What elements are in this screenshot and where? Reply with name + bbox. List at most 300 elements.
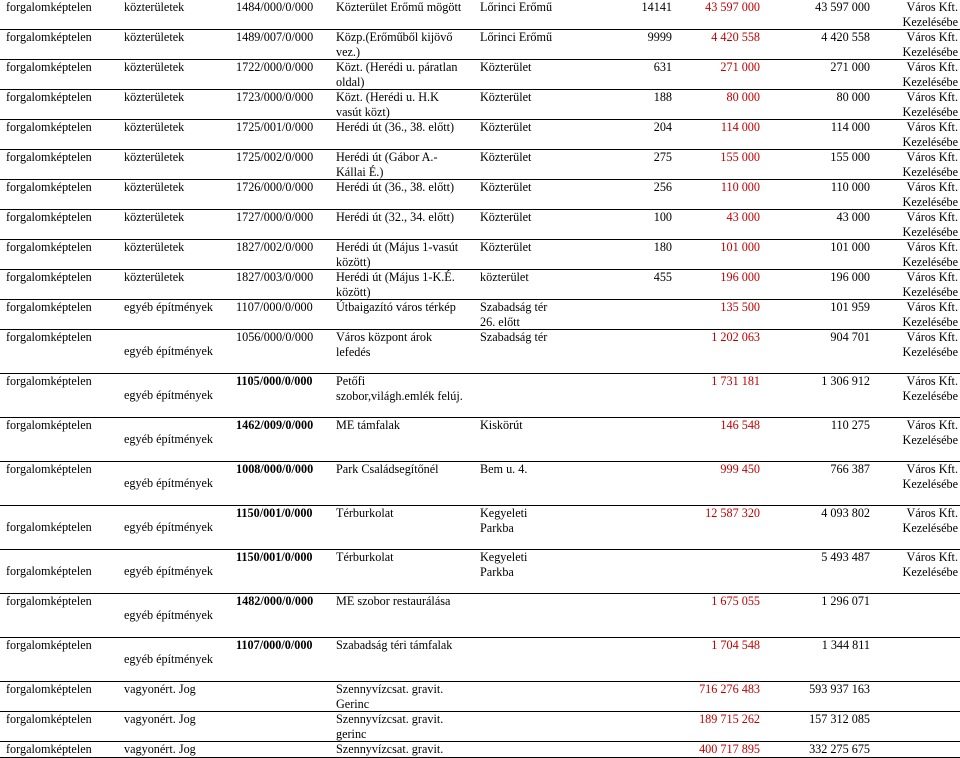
location-cell (474, 150, 570, 180)
description-line-2: Kállai É.) (336, 164, 384, 179)
type-cell: vagyonért. Jog (118, 712, 230, 742)
manager-cell (872, 638, 960, 682)
manager-line-1: Város Kft. (906, 506, 958, 520)
description-line-1: Herédi út (Gábor A.- (336, 150, 438, 164)
location-line-1: Lőrinci Erőmű (480, 0, 553, 14)
type-cell: egyéb építmények (118, 638, 230, 682)
category-cell: forgalomképtelen (0, 270, 118, 300)
category-cell: forgalomképtelen (0, 210, 118, 240)
gross-value-cell: 196 000 (674, 270, 762, 300)
type-cell: közterületek (118, 240, 230, 270)
manager-line-2: Kezelésébe (902, 564, 958, 579)
description-line-2: lefedés (336, 344, 371, 359)
table-row (0, 240, 960, 270)
manager-cell (872, 550, 960, 594)
location-line-1: Közterület (480, 180, 532, 194)
description-cell (330, 240, 474, 270)
type-cell: közterületek (118, 60, 230, 90)
net-value-cell: 904 701 (762, 330, 872, 374)
table-row (0, 150, 960, 180)
description-cell (330, 594, 474, 638)
manager-line-1: Város Kft. (906, 270, 958, 284)
net-value-cell: 5 493 487 (762, 550, 872, 594)
category-cell: forgalomképtelen (0, 638, 118, 682)
location-line-2: Parkba (480, 564, 514, 579)
net-value-cell: 43 597 000 (762, 0, 872, 30)
type-cell: közterületek (118, 270, 230, 300)
manager-line-1: Város Kft. (906, 240, 958, 254)
table-row (0, 270, 960, 300)
parcel-number-cell: 1827/003/0/000 (230, 270, 330, 300)
description-cell (330, 300, 474, 330)
location-line-1: Közterület (480, 90, 532, 104)
location-cell (474, 270, 570, 300)
description-cell (330, 270, 474, 300)
location-cell (474, 300, 570, 330)
net-value-cell: 196 000 (762, 270, 872, 300)
area-cell (570, 712, 674, 742)
description-line-2: oldal) (336, 74, 365, 89)
manager-line-1: Város Kft. (906, 60, 958, 74)
manager-line-1: Város Kft. (906, 374, 958, 388)
area-cell: 9999 (570, 30, 674, 60)
parcel-number-cell: 1726/000/0/000 (230, 180, 330, 210)
gross-value-cell: 12 587 320 (674, 506, 762, 550)
location-line-1: közterület (480, 270, 529, 284)
parcel-number-cell: 1725/002/0/000 (230, 150, 330, 180)
location-cell (474, 550, 570, 594)
manager-line-1: Város Kft. (906, 330, 958, 344)
description-line-2: szobor,világh.emlék felúj. (336, 388, 463, 403)
area-cell (570, 682, 674, 712)
location-line-2: 26. előtt (480, 314, 520, 329)
area-cell (570, 300, 674, 330)
location-cell (474, 506, 570, 550)
location-cell (474, 60, 570, 90)
gross-value-cell: 43 597 000 (674, 0, 762, 30)
area-cell: 100 (570, 210, 674, 240)
manager-cell (872, 120, 960, 150)
parcel-number-cell: 1105/000/0/000 (230, 374, 330, 418)
description-line-1: Szennyvízcsat. gravit. (336, 742, 444, 756)
area-cell (570, 462, 674, 506)
manager-cell (872, 180, 960, 210)
manager-line-2: Kezelésébe (902, 194, 958, 209)
net-value-cell: 101 000 (762, 240, 872, 270)
location-line-1: Kiskörút (480, 418, 523, 432)
manager-cell (872, 712, 960, 742)
area-cell (570, 594, 674, 638)
location-line-1: Kegyeleti (480, 506, 528, 520)
table-row (0, 682, 960, 712)
gross-value-cell: 101 000 (674, 240, 762, 270)
description-cell (330, 550, 474, 594)
area-cell: 275 (570, 150, 674, 180)
area-cell: 14141 (570, 0, 674, 30)
manager-line-2: Kezelésébe (902, 388, 958, 403)
net-value-cell: 114 000 (762, 120, 872, 150)
type-cell: egyéb építmények (118, 374, 230, 418)
description-cell (330, 60, 474, 90)
net-value-cell: 332 275 675 (762, 742, 872, 758)
description-cell (330, 30, 474, 60)
location-cell (474, 462, 570, 506)
manager-cell (872, 150, 960, 180)
category-cell: forgalomképtelen (0, 550, 118, 594)
manager-cell (872, 210, 960, 240)
table-row (0, 330, 960, 374)
location-line-1: Szabadság tér (480, 330, 548, 344)
gross-value-cell: 1 675 055 (674, 594, 762, 638)
area-cell (570, 330, 674, 374)
description-line-1: Herédi út (36., 38. előtt) (336, 180, 455, 194)
location-cell (474, 90, 570, 120)
description-line-1: ME támfalak (336, 418, 400, 432)
location-line-1: Közterület (480, 60, 532, 74)
description-cell (330, 638, 474, 682)
area-cell (570, 742, 674, 758)
location-cell (474, 330, 570, 374)
manager-line-2: Kezelésébe (902, 224, 958, 239)
area-cell: 180 (570, 240, 674, 270)
table-row (0, 638, 960, 682)
location-line-1: Bem u. 4. (480, 462, 528, 476)
net-value-cell: 1 306 912 (762, 374, 872, 418)
description-line-1: Herédi út (36., 38. előtt) (336, 120, 455, 134)
type-cell: egyéb építmények (118, 300, 230, 330)
type-cell: közterületek (118, 150, 230, 180)
gross-value-cell: 189 715 262 (674, 712, 762, 742)
description-cell (330, 210, 474, 240)
table-row (0, 550, 960, 594)
manager-line-2: Kezelésébe (902, 314, 958, 329)
table-row (0, 60, 960, 90)
gross-value-cell: 43 000 (674, 210, 762, 240)
gross-value-cell: 400 717 895 (674, 742, 762, 758)
description-cell (330, 682, 474, 712)
area-cell (570, 506, 674, 550)
location-cell (474, 210, 570, 240)
description-cell (330, 374, 474, 418)
location-cell (474, 0, 570, 30)
location-line-1: Közterület (480, 240, 532, 254)
manager-line-1: Város Kft. (906, 210, 958, 224)
net-value-cell: 43 000 (762, 210, 872, 240)
parcel-number-cell: 1727/000/0/000 (230, 210, 330, 240)
category-cell: forgalomképtelen (0, 330, 118, 374)
parcel-number-cell: 1725/001/0/000 (230, 120, 330, 150)
manager-line-1: Város Kft. (906, 120, 958, 134)
manager-line-2: Kezelésébe (902, 104, 958, 119)
gross-value-cell: 1 202 063 (674, 330, 762, 374)
manager-cell (872, 594, 960, 638)
description-line-1: Herédi út (Május 1-vasút (336, 240, 459, 254)
gross-value-cell: 4 420 558 (674, 30, 762, 60)
table-row (0, 180, 960, 210)
location-cell (474, 180, 570, 210)
gross-value-cell: 114 000 (674, 120, 762, 150)
manager-cell (872, 90, 960, 120)
area-cell (570, 550, 674, 594)
location-cell (474, 594, 570, 638)
description-line-1: Herédi út (32., 34. előtt) (336, 210, 455, 224)
parcel-number-cell: 1107/000/0/000 (230, 638, 330, 682)
description-cell (330, 712, 474, 742)
table-row (0, 30, 960, 60)
description-line-1: Térburkolat (336, 506, 394, 520)
description-line-2: között) (336, 254, 371, 269)
manager-line-2: Kezelésébe (902, 432, 958, 447)
manager-cell (872, 682, 960, 712)
manager-cell (872, 270, 960, 300)
manager-line-1: Város Kft. (906, 462, 958, 476)
manager-cell (872, 374, 960, 418)
table-row (0, 462, 960, 506)
description-line-1: Útbaigazító város térkép (336, 300, 456, 314)
table-row (0, 418, 960, 462)
manager-cell (872, 418, 960, 462)
description-line-1: Park Családsegítőnél (336, 462, 439, 476)
manager-line-1: Város Kft. (906, 300, 958, 314)
manager-cell (872, 30, 960, 60)
manager-line-2: Kezelésébe (902, 284, 958, 299)
net-value-cell: 110 275 (762, 418, 872, 462)
area-cell: 256 (570, 180, 674, 210)
description-line-1: Térburkolat (336, 550, 394, 564)
location-cell (474, 712, 570, 742)
table-row (0, 374, 960, 418)
parcel-number-cell (230, 712, 330, 742)
type-cell: közterületek (118, 0, 230, 30)
category-cell: forgalomképtelen (0, 594, 118, 638)
location-line-1: Közterület (480, 210, 532, 224)
manager-line-2: Kezelésébe (902, 344, 958, 359)
gross-value-cell: 80 000 (674, 90, 762, 120)
location-line-1: Szabadság tér (480, 300, 548, 314)
description-line-1: Közp.(Erőműből kijövő (336, 30, 453, 44)
net-value-cell: 593 937 163 (762, 682, 872, 712)
manager-line-2: Kezelésébe (902, 254, 958, 269)
area-cell: 631 (570, 60, 674, 90)
type-cell: egyéb építmények (118, 418, 230, 462)
gross-value-cell: 135 500 (674, 300, 762, 330)
net-value-cell: 155 000 (762, 150, 872, 180)
category-cell: forgalomképtelen (0, 60, 118, 90)
description-line-1: Szennyvízcsat. gravit. (336, 682, 444, 696)
manager-cell (872, 300, 960, 330)
type-cell: vagyonért. Jog (118, 742, 230, 758)
table-row (0, 300, 960, 330)
category-cell: forgalomképtelen (0, 506, 118, 550)
type-cell: közterületek (118, 90, 230, 120)
gross-value-cell: 146 548 (674, 418, 762, 462)
manager-cell (872, 240, 960, 270)
description-line-1: Szennyvízcsat. gravit. (336, 712, 444, 726)
type-cell: közterületek (118, 210, 230, 240)
category-cell: forgalomképtelen (0, 180, 118, 210)
parcel-number-cell: 1150/001/0/000 (230, 550, 330, 594)
net-value-cell: 157 312 085 (762, 712, 872, 742)
type-cell: közterületek (118, 120, 230, 150)
area-cell: 204 (570, 120, 674, 150)
location-line-1: Közterület (480, 120, 532, 134)
manager-line-2: Kezelésébe (902, 476, 958, 491)
table-row (0, 0, 960, 30)
net-value-cell: 271 000 (762, 60, 872, 90)
table-row (0, 90, 960, 120)
description-line-1: Közterület Erőmű mögött (336, 0, 462, 14)
description-line-2: Gerinc (336, 696, 370, 711)
description-line-2: vasút közt) (336, 104, 390, 119)
parcel-number-cell (230, 742, 330, 758)
gross-value-cell: 716 276 483 (674, 682, 762, 712)
category-cell: forgalomképtelen (0, 462, 118, 506)
category-cell: forgalomképtelen (0, 0, 118, 30)
description-line-1: Város központ árok (336, 330, 433, 344)
parcel-number-cell: 1482/000/0/000 (230, 594, 330, 638)
location-line-2: Parkba (480, 520, 514, 535)
manager-line-1: Város Kft. (906, 180, 958, 194)
description-cell (330, 330, 474, 374)
description-cell (330, 506, 474, 550)
parcel-number-cell: 1723/000/0/000 (230, 90, 330, 120)
area-cell: 455 (570, 270, 674, 300)
category-cell: forgalomképtelen (0, 240, 118, 270)
parcel-number-cell: 1462/009/0/000 (230, 418, 330, 462)
location-line-1: Kegyeleti (480, 550, 528, 564)
type-cell: egyéb építmények (118, 330, 230, 374)
description-cell (330, 742, 474, 758)
manager-line-1: Város Kft. (906, 418, 958, 432)
location-cell (474, 30, 570, 60)
category-cell: forgalomképtelen (0, 374, 118, 418)
category-cell: forgalomképtelen (0, 30, 118, 60)
location-cell (474, 418, 570, 462)
net-value-cell: 110 000 (762, 180, 872, 210)
category-cell: forgalomképtelen (0, 712, 118, 742)
description-cell (330, 180, 474, 210)
description-line-1: ME szobor restaurálása (336, 594, 451, 608)
parcel-number-cell: 1827/002/0/000 (230, 240, 330, 270)
category-cell: forgalomképtelen (0, 120, 118, 150)
parcel-number-cell: 1722/000/0/000 (230, 60, 330, 90)
description-cell (330, 418, 474, 462)
net-value-cell: 1 344 811 (762, 638, 872, 682)
manager-line-2: Kezelésébe (902, 44, 958, 59)
table-row (0, 506, 960, 550)
location-cell (474, 742, 570, 758)
manager-line-2: Kezelésébe (902, 134, 958, 149)
parcel-number-cell: 1056/000/0/000 (230, 330, 330, 374)
description-line-2: vez.) (336, 44, 361, 59)
category-cell: forgalomképtelen (0, 90, 118, 120)
location-cell (474, 374, 570, 418)
table-row (0, 742, 960, 758)
description-cell (330, 150, 474, 180)
type-cell: egyéb építmények (118, 506, 230, 550)
category-cell: forgalomképtelen (0, 742, 118, 758)
description-line-1: Herédi út (Május 1-K.É. (336, 270, 455, 284)
description-line-1: Közt. (Herédi u. páratlan (336, 60, 458, 74)
description-line-1: Közt. (Herédi u. H.K (336, 90, 439, 104)
location-cell (474, 120, 570, 150)
parcel-number-cell: 1489/007/0/000 (230, 30, 330, 60)
net-value-cell: 101 959 (762, 300, 872, 330)
location-cell (474, 682, 570, 712)
description-cell (330, 0, 474, 30)
net-value-cell: 1 296 071 (762, 594, 872, 638)
table-row (0, 594, 960, 638)
manager-cell (872, 462, 960, 506)
parcel-number-cell: 1008/000/0/000 (230, 462, 330, 506)
area-cell (570, 418, 674, 462)
location-line-1: Lőrinci Erőmű (480, 30, 553, 44)
gross-value-cell: 999 450 (674, 462, 762, 506)
manager-line-1: Város Kft. (906, 150, 958, 164)
net-value-cell: 4 093 802 (762, 506, 872, 550)
category-cell: forgalomképtelen (0, 300, 118, 330)
net-value-cell: 766 387 (762, 462, 872, 506)
description-cell (330, 120, 474, 150)
gross-value-cell (674, 550, 762, 594)
manager-line-2: Kezelésébe (902, 164, 958, 179)
manager-line-1: Város Kft. (906, 30, 958, 44)
gross-value-cell: 271 000 (674, 60, 762, 90)
parcel-number-cell: 1150/001/0/000 (230, 506, 330, 550)
description-line-2: között) (336, 284, 371, 299)
manager-line-2: Kezelésébe (902, 520, 958, 535)
manager-line-2: Kezelésébe (902, 74, 958, 89)
gross-value-cell: 155 000 (674, 150, 762, 180)
manager-line-1: Város Kft. (906, 550, 958, 564)
description-line-2: gerinc (336, 726, 367, 741)
parcel-number-cell: 1107/000/0/000 (230, 300, 330, 330)
area-cell (570, 638, 674, 682)
type-cell: közterületek (118, 180, 230, 210)
area-cell: 188 (570, 90, 674, 120)
gross-value-cell: 110 000 (674, 180, 762, 210)
manager-cell (872, 742, 960, 758)
manager-line-1: Város Kft. (906, 0, 958, 14)
type-cell: egyéb építmények (118, 550, 230, 594)
parcel-number-cell: 1484/000/0/000 (230, 0, 330, 30)
manager-cell (872, 0, 960, 30)
table-row (0, 120, 960, 150)
manager-cell (872, 330, 960, 374)
table-row (0, 712, 960, 742)
location-cell (474, 638, 570, 682)
net-value-cell: 4 420 558 (762, 30, 872, 60)
location-line-1: Közterület (480, 150, 532, 164)
gross-value-cell: 1 731 181 (674, 374, 762, 418)
table-row (0, 210, 960, 240)
manager-cell (872, 506, 960, 550)
description-cell (330, 90, 474, 120)
net-value-cell: 80 000 (762, 90, 872, 120)
description-line-1: Petőfi (336, 374, 366, 388)
type-cell: egyéb építmények (118, 462, 230, 506)
type-cell: egyéb építmények (118, 594, 230, 638)
manager-line-1: Város Kft. (906, 90, 958, 104)
category-cell: forgalomképtelen (0, 418, 118, 462)
description-cell (330, 462, 474, 506)
manager-cell (872, 60, 960, 90)
manager-line-2: Kezelésébe (902, 14, 958, 29)
area-cell (570, 374, 674, 418)
type-cell: közterületek (118, 30, 230, 60)
description-line-1: Szabadság téri támfalak (336, 638, 453, 652)
category-cell: forgalomképtelen (0, 682, 118, 712)
